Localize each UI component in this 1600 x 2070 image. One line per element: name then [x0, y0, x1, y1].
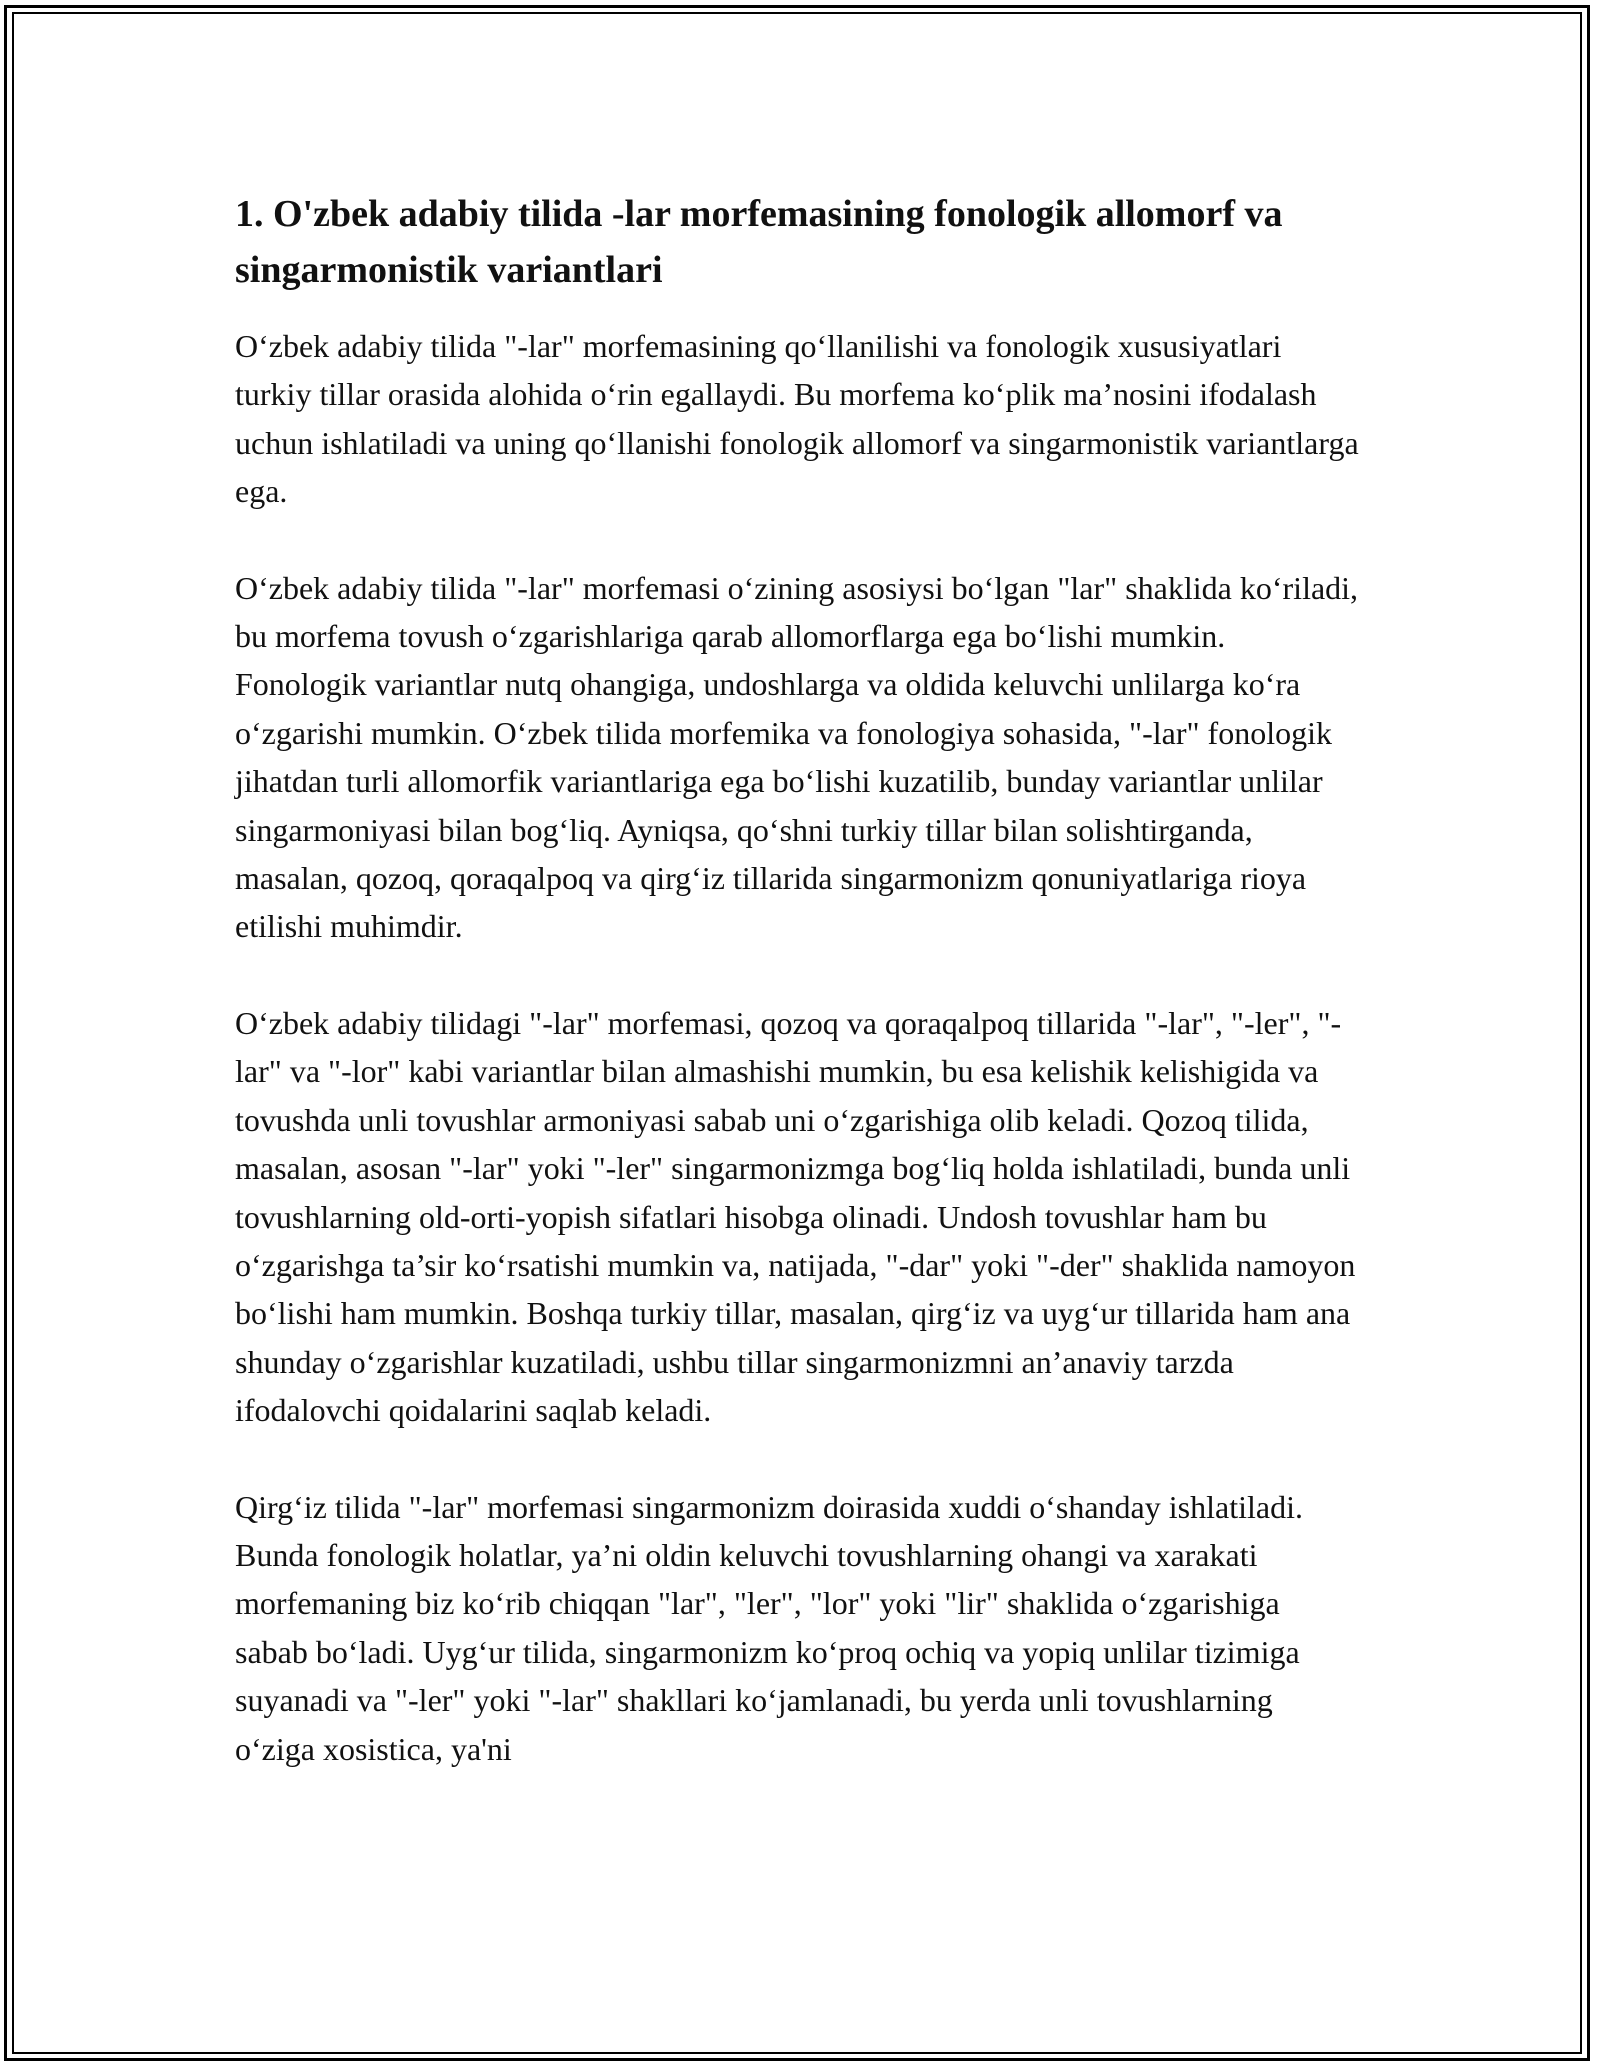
paragraph-3: O‘zbek adabiy tilidagi "-lar" morfemasi, qozoq va qoraqalpoq tillarida "-lar", "-ler", "-lar" va "-lor" kabi variantlar bilan almashishi mumkin, bu esa kelishik kelishigida va tovushda unli tovushlar armoniyasi sabab uni o‘zgarishiga olib keladi. Qozoq tilida, masalan, asosan "-lar" yoki "-ler" singarmonizmga bog‘liq holda ishlatiladi, bunda unli tovushlarning old-orti-yopish sifatlari hisobga olinadi. Undosh tovushlar ham bu o‘zgarishga ta’sir ko‘rsatishi mumkin va, natijada, "-dar" yoki "-der" shaklida namoyon bo‘lishi ham mumkin. Boshqa turkiy tillar, masalan, qirg‘iz va uyg‘ur tillarida ham ana shunday o‘zgarishlar kuzatiladi, ushbu tillar singarmonizmni an’anaviy tarzda ifodalovchi qoidalarini saqlab keladi.: [235, 1004, 1356, 1429]
document-body: [235, 186, 1360, 1821]
paragraph-2: O‘zbek adabiy tilida "-lar" morfemasi o‘zining asosiysi bo‘lgan "lar" shaklida ko‘riladi, bu morfema tovush o‘zgarishlariga qarab allomorflarga ega bo‘lishi mumkin. Fonologik variantlar nutq ohangiga, undoshlarga va oldida keluvchi unlilarga ko‘ra o‘zgarishi mumkin. O‘zbek tilida morfemika va fonologiya sohasida, "-lar" fonologik jihatdan turli allomorfik variantlariga ega bo‘lishi kuzatilib, bunday variantlar unlilar singarmoniyasi bilan bog‘liq. Ayniqsa, qo‘shni turkiy tillar bilan solishtirganda, masalan, qozoq, qoraqalpoq va qirg‘iz tillarida singarmonizm qonuniyatlariga rioya etilishi muhimdir.: [235, 569, 1359, 945]
paragraph-4: Qirg‘iz tilida "-lar" morfemasi singarmonizm doirasida xuddi o‘shanday ishlatiladi. Bunda fonologik holatlar, ya’ni oldin keluvchi tovushlarning ohangi va xarakati morfemaning biz ko‘rib chiqqan "lar", "ler", "lor" yoki "lir" shaklida o‘zgarishiga sabab bo‘ladi. Uyg‘ur tilida, singarmonizm ko‘proq ochiq va yopiq unlilar tizimiga suyanadi va "-ler" yoki "-lar" shakllari ko‘jamlanadi, bu yerda unli tovushlarning o‘ziga xosistica, ya'ni: [235, 1488, 1303, 1767]
paragraph-1: O‘zbek adabiy tilida "-lar" morfemasining qo‘llanilishi va fonologik xususiyatlari turkiy tillar orasida alohida o‘rin egallaydi. Bu morfema ko‘plik ma’nosini ifodalash uchun ishlatiladi va uning qo‘llanishi fonologik allomorf va singarmonistik variantlarga ega.: [235, 328, 1359, 510]
document-title: 1. O'zbek adabiy tilida -lar morfemasining fonologik allomorf va singarmonistik variantlari: [235, 193, 1283, 291]
